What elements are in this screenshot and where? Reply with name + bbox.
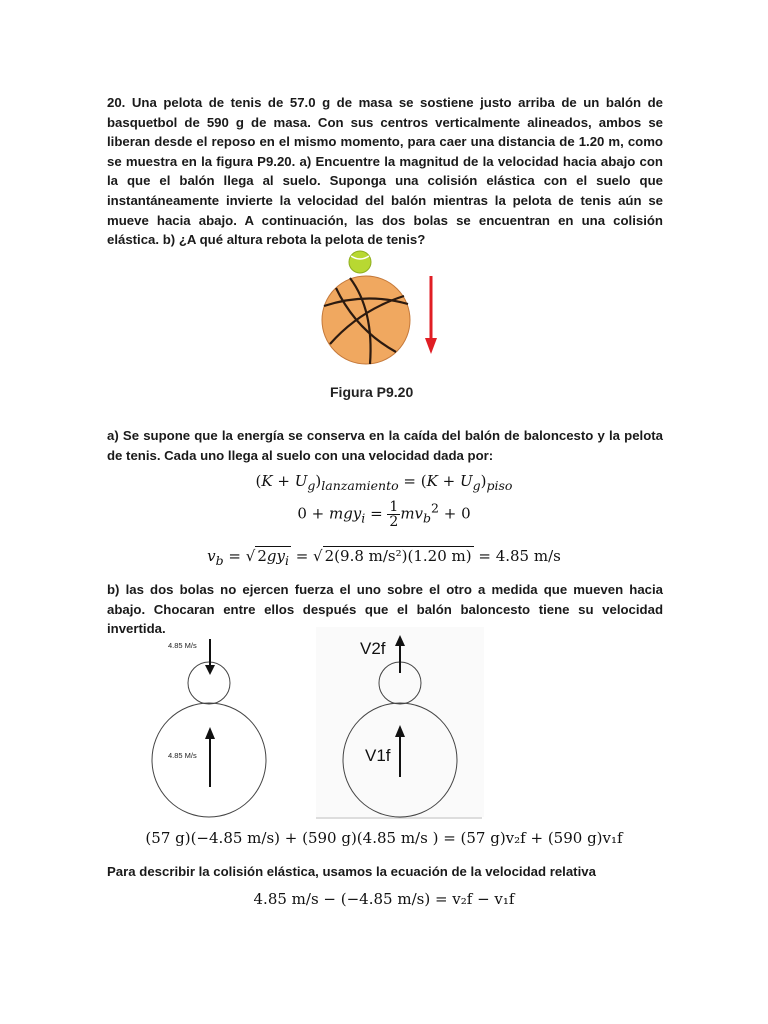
basketball-icon — [322, 276, 410, 364]
right-top-label: V2f — [360, 639, 386, 658]
part-a-text: a) Se supone que la energía se conserva en la caída del balón de baloncesto y la pelota de tenis. Cada uno llega al suelo con una velocidad dada por: — [107, 428, 663, 463]
part-b-text: b) las dos bolas no ejercen fuerza el uno sobre el otro a medida que mueven hacia abajo. Chocaran entre ellos después que el balón baloncesto tiene su velocidad invertida. — [107, 582, 663, 637]
figure-p9-20 — [300, 240, 460, 380]
tennis-ball-icon — [349, 251, 371, 273]
left-bottom-label: 4.85 M/s — [168, 751, 197, 760]
right-bottom-label: V1f — [365, 746, 391, 765]
collision-diagram — [130, 627, 490, 827]
figure-caption: Figura P9.20 — [330, 384, 414, 400]
problem-text: 20. Una pelota de tenis de 57.0 g de masa se sostiene justo arriba de un balón de basquetbol de 590 g de masa. Con sus centros verticalmente alineados, ambos se liberan desde el reposo en el mismo momento, para caer una distancia de 1.20 m, como se muestra en la figura P9.20. a) Encuentre la magnitud de la velocidad hacia abajo con la que el balón llega al suelo. Suponga una colisión elástica con el suelo que instantáneamente invierte la velocidad del balón mientras la pelota de tenis aún se mueve hacia abajo. A continuación, las dos bolas se encuentran en una colisión elástica. b) ¿A qué altura rebota la pelota de tenis? — [107, 95, 663, 248]
momentum-equation: (57 g)(−4.85 m/s) + (590 g)(4.85 m/s ) = (57 g)v₂f + (590 g)v₁f — [145, 829, 623, 847]
relative-velocity-text: Para describir la colisión elástica, usamos la ecuación de la velocidad relativa — [107, 864, 596, 879]
equation-velocity: $v_b$ = √ $2gy_i$ = √ 2(9.8 m/s²)(1.20 m) = 4.85 m/s — [207, 547, 561, 568]
left-top-label: 4.85 M/s — [168, 641, 197, 650]
equation-energy: $(K + U_g)_{lanzamiento} = (K + U_g)_{piso}$ — [255, 472, 513, 493]
relative-velocity-equation: 4.85 m/s − (−4.85 m/s) = v₂f − v₁f — [253, 890, 515, 908]
equation-energy-expanded: 0 + mgy$_i$ = $\frac{1}{2}$ $mv_b^2 + 0$ — [297, 499, 471, 530]
down-arrow-icon — [425, 276, 437, 354]
